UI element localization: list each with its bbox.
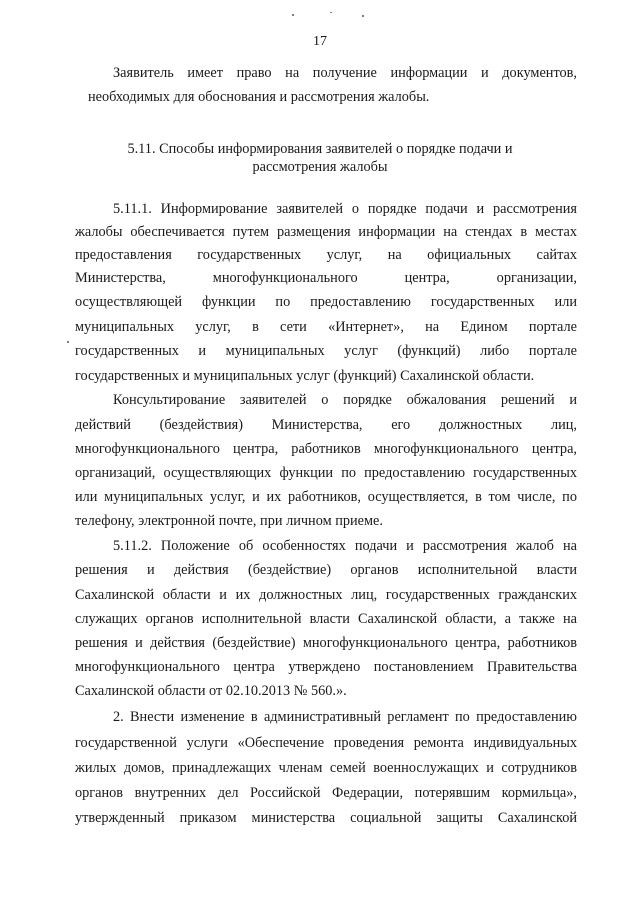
paragraph-line: жалобы обеспечивается путем размещения информации на стендах в местах [75,224,577,240]
paragraph-line: организаций, осуществляющих функции по предоставлению государственных [75,465,577,481]
paragraph-line: Консультирование заявителей о порядке обжалования решений и [113,392,577,408]
paragraph-line: осуществляющей функции по предоставлению государственных или [75,294,577,310]
paragraph-line: решения и действия (бездействие) многофункционального центра, работников [75,635,577,651]
paragraph-line: служащих органов исполнительной власти Сахалинской области, а также на [75,611,577,627]
scan-speck [292,14,294,16]
paragraph-line: Сахалинской области и их должностных лиц, государственных гражданских [75,587,577,603]
paragraph-line: муниципальных услуг, в сети «Интернет», на Едином портале [75,319,577,335]
paragraph-line: Сахалинской области от 02.10.2013 № 560.». [75,683,347,699]
paragraph-line: Министерства, многофункционального центра, организации, [75,270,577,286]
paragraph-line: Заявитель имеет право на получение информации и документов, [113,65,577,81]
scan-speck [362,15,364,17]
paragraph-line: органов внутренних дел Российской Федерации, потерявшим кормильца», [75,785,577,801]
scan-speck [67,341,69,343]
paragraph-line: многофункционального центра утверждено постановлением Правительства [75,659,577,675]
paragraph-line: телефону, электронной почте, при личном приеме. [75,513,383,529]
paragraph-line: 5.11.1. Информирование заявителей о порядке подачи и рассмотрения [113,201,577,217]
scan-speck [330,12,332,13]
paragraph-line: необходимых для обоснования и рассмотрения жалобы. [88,89,430,105]
paragraph-line: решения и действия (бездействие) органов исполнительной власти [75,562,577,578]
paragraph-line: государственных и муниципальных услуг (функций) либо портале [75,343,577,359]
paragraph-line: государственных и муниципальных услуг (функций) Сахалинской области. [75,368,535,384]
paragraph-line: действий (бездействия) Министерства, его должностных лиц, [75,417,577,433]
paragraph-line: 2. Внести изменение в административный регламент по предоставлению [113,709,577,725]
paragraph-line: государственной услуги «Обеспечение проведения ремонта индивидуальных [75,735,577,751]
section-heading: 5.11. Способы информирования заявителей о порядке подачи и [127,141,513,157]
paragraph-line: 5.11.2. Положение об особенностях подачи и рассмотрения жалоб на [113,538,577,554]
paragraph-line: жилых домов, принадлежащих членам семей военнослужащих и сотрудников [75,760,577,776]
paragraph-line: многофункционального центра, работников многофункционального центра, [75,441,577,457]
paragraph-line: предоставления государственных услуг, на официальных сайтах [75,247,577,263]
paragraph-line: или муниципальных услуг, и их работников, осуществляется, в том числе, по [75,489,577,505]
page-number: 17 [313,34,327,49]
paragraph-line: утвержденный приказом министерства социальной защиты Сахалинской [75,810,577,826]
section-heading: рассмотрения жалобы [252,159,388,175]
